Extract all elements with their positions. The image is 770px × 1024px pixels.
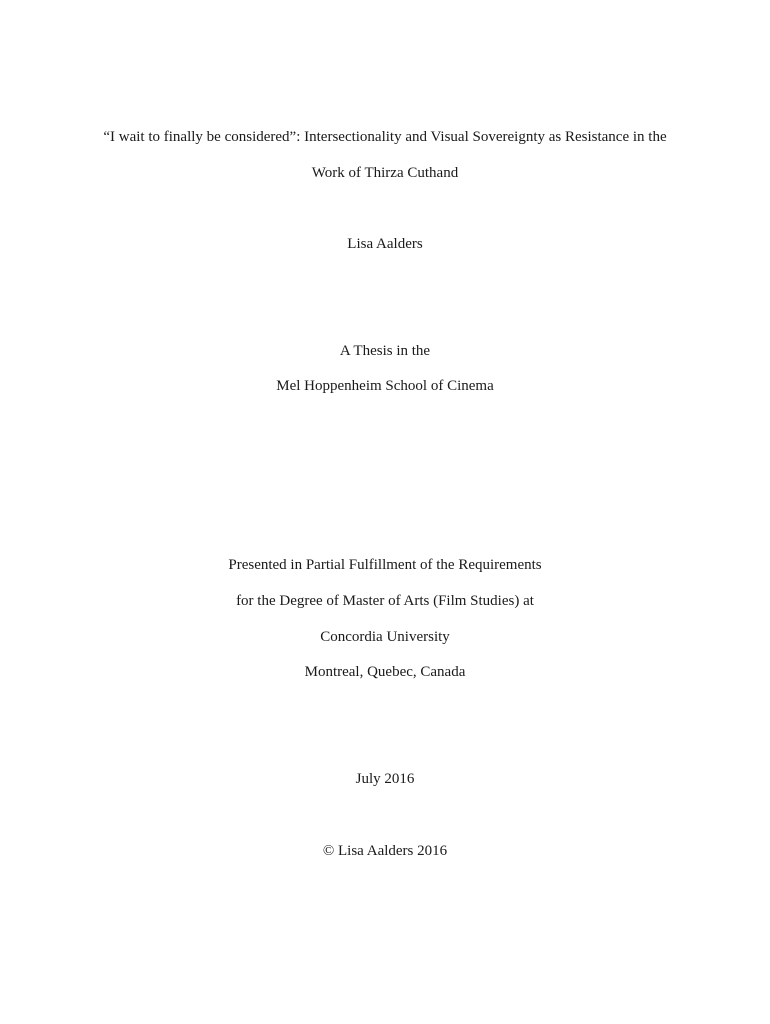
university-name: Concordia University: [320, 629, 450, 645]
thesis-statement: A Thesis in the: [339, 343, 431, 359]
author-name: Lisa Aalders: [347, 236, 423, 252]
degree-statement: for the Degree of Master of Arts (Film Studies) at: [236, 593, 534, 609]
thesis-title-line-2: Work of Thirza Cuthand: [311, 165, 459, 181]
school-name: Mel Hoppenheim School of Cinema: [276, 378, 494, 394]
thesis-title-line-1: “I wait to finally be considered”: Intersectionality and Visual Sovereignty as Resistance in the: [103, 129, 667, 145]
copyright-notice: © Lisa Aalders 2016: [322, 843, 448, 859]
location: Montreal, Quebec, Canada: [304, 664, 466, 680]
submission-date: July 2016: [355, 771, 415, 787]
fulfillment-statement: Presented in Partial Fulfillment of the Requirements: [228, 557, 542, 573]
